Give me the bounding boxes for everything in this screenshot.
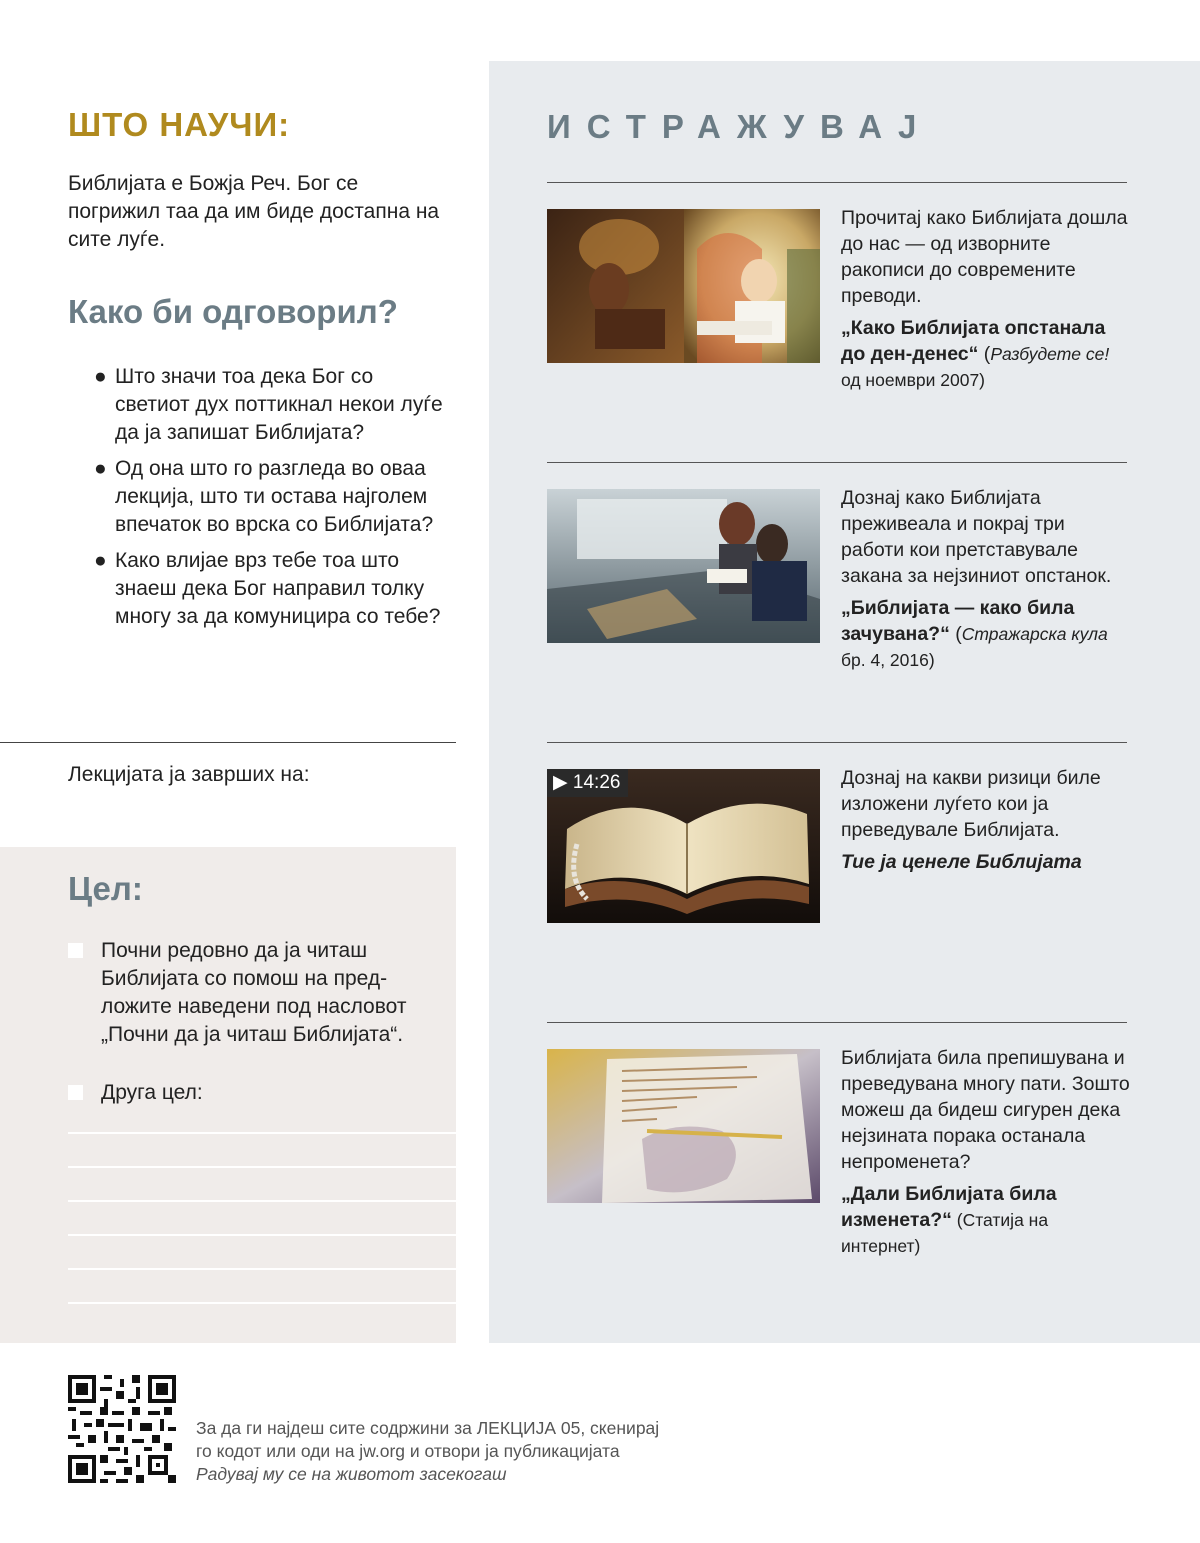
item-description: Дознај како Библијата преживеала и покрај три работи кои претставувале закана за нејзиниот опстанок.: [841, 487, 1112, 587]
thumbnail-museum-image[interactable]: [547, 489, 820, 643]
writing-line[interactable]: [68, 1268, 456, 1270]
divider: [547, 182, 1127, 183]
publication-name: Стражарска кула: [961, 624, 1108, 644]
thumbnail-manuscript-image[interactable]: [547, 1049, 820, 1203]
item-description: Библијата била препишувана и преведувана многу пати. Зошто можеш да бидеш сигурен дека нејзината порака останала непроменета?: [841, 1047, 1130, 1173]
goal-item-other[interactable]: [68, 1079, 438, 1107]
item-reference[interactable]: [841, 595, 1131, 673]
question-text: Што значи тоа дека Бог со светиот дух поттикнал некои луѓе да ја запишат Библијата?: [115, 365, 443, 444]
video-duration-badge: [547, 769, 628, 797]
question-text: Од она што го разгледа во оваа лекција, што ти остава најголем впечаток во врска со Библијата?: [115, 457, 434, 536]
question-text: Како влијае врз тебе тоа што знаеш дека Бог направил толку многу за да комуницира со тебе?: [115, 549, 441, 628]
reference-link[interactable]: „Библијата — како била зачувана?“: [841, 597, 1075, 645]
explore-heading: ИСТРАЖУВАЈ: [547, 108, 933, 145]
item-reference[interactable]: [841, 315, 1131, 393]
thumbnail-scribes-image[interactable]: [547, 209, 820, 363]
footer-text: [196, 1417, 676, 1486]
writing-line[interactable]: [68, 1200, 456, 1202]
divider: [547, 462, 1127, 463]
bullet-icon: ●: [94, 365, 107, 388]
video-title-link[interactable]: Тие ја ценеле Библијата: [841, 851, 1082, 873]
explore-item: [841, 765, 1131, 875]
goal-checkbox[interactable]: [68, 943, 83, 958]
question-item: [94, 547, 444, 631]
question-item: [94, 363, 444, 447]
explore-item: [841, 205, 1131, 393]
item-description: Дознај на какви ризици биле изложени луѓето кои ја преведувале Библијата.: [841, 767, 1101, 841]
reference-paren: (: [949, 623, 962, 645]
divider: [547, 742, 1127, 743]
footer-instructions: За да ги најдеш сите содржини за ЛЕКЦИЈА 05, скенирај го кодот или оди на jw.org и отвори ја публикацијата: [196, 1418, 660, 1461]
goal-item[interactable]: [68, 937, 438, 1049]
reference-detail: од ноември 2007): [841, 370, 986, 390]
completion-label: Лекцијата ја заврших на:: [68, 763, 310, 786]
publication-title: Радувај му се на животот засекогаш: [196, 1464, 507, 1484]
item-reference[interactable]: [841, 849, 1131, 875]
explore-item: [841, 485, 1131, 673]
bullet-icon: ●: [94, 549, 107, 572]
goal-text: Друга цел:: [101, 1081, 203, 1104]
writing-line[interactable]: [68, 1132, 456, 1134]
video-duration: 14:26: [572, 772, 621, 793]
writing-line[interactable]: [68, 1234, 456, 1236]
questions-heading: Како би одговорил?: [68, 293, 398, 330]
writing-line[interactable]: [68, 1302, 456, 1304]
qr-code-icon[interactable]: [68, 1375, 176, 1483]
item-description: Прочитај како Библијата дошла до нас — од изворните ракописи до современите преводи.: [841, 207, 1128, 307]
goal-checkbox[interactable]: [68, 1085, 83, 1100]
summary-text: Библијата е Божја Реч. Бог се погрижил таа да им биде достапна на сите луѓе.: [68, 172, 440, 251]
bullet-icon: ●: [94, 457, 107, 480]
video-thumbnail[interactable]: [547, 769, 820, 923]
summary-heading: ШТО НАУЧИ:: [68, 106, 291, 143]
questions-list: [94, 363, 444, 639]
divider: [0, 742, 456, 743]
item-reference[interactable]: [841, 1181, 1131, 1259]
reference-link[interactable]: „Како Библијата опстанала до ден-денес“: [841, 317, 1106, 365]
play-icon: ▶: [553, 772, 568, 793]
divider: [547, 1022, 1127, 1023]
reference-paren: (: [978, 343, 991, 365]
question-item: [94, 455, 444, 539]
goal-text: Почни редовно да ја читаш Библијата со помош на предложите наведени под насловот „Почни да ја читаш Библијата“.: [101, 939, 407, 1046]
explore-item: [841, 1045, 1131, 1259]
reference-detail: (Статија на интернет): [841, 1210, 1049, 1256]
reference-link[interactable]: „Дали Библијата била изменета?“: [841, 1183, 1057, 1231]
goal-heading: Цел:: [68, 870, 143, 907]
publication-name: Разбудете се!: [990, 344, 1110, 364]
reference-detail: бр. 4, 2016): [841, 650, 935, 670]
writing-line[interactable]: [68, 1166, 456, 1168]
